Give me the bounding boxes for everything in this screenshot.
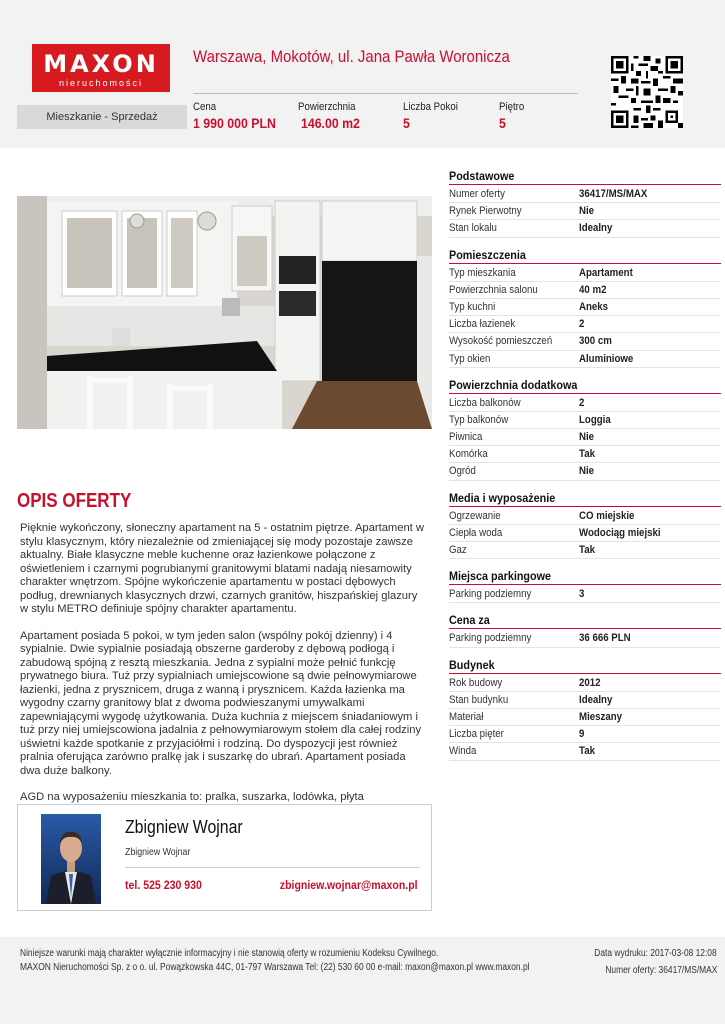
- detail-row: [449, 586, 721, 603]
- detail-row: [449, 316, 721, 333]
- agent-email-link[interactable]: zbigniew.wojnar@maxon.pl: [280, 878, 418, 892]
- detail-row: [449, 282, 721, 299]
- section-title: Miejsca parkingowe: [449, 569, 552, 584]
- stat-label: Cena: [193, 101, 217, 113]
- section-title: Media i wyposażenie: [449, 490, 556, 505]
- detail-row: [449, 412, 721, 429]
- stat-label: Liczba Pokoi: [403, 101, 458, 113]
- detail-row: [449, 692, 721, 709]
- detail-key: Gaz: [449, 544, 467, 556]
- stat-floor: [499, 101, 528, 131]
- detail-value: 300 cm: [579, 335, 612, 348]
- detail-row: [449, 395, 721, 412]
- detail-key: Typ balkonów: [449, 413, 509, 426]
- detail-key: Komórka: [449, 448, 488, 461]
- detail-key: Liczba pięter: [449, 728, 504, 741]
- stat-value: 5: [403, 115, 410, 131]
- description-title: OPIS OFERTY: [17, 490, 132, 512]
- detail-value: Tak: [579, 448, 595, 461]
- detail-row: [449, 463, 721, 480]
- description-paragraph: AGD na wyposażeniu mieszkania to: pralka, suszarka, lodówka, płyta: [20, 791, 364, 803]
- detail-key: Rok budowy: [449, 676, 503, 689]
- detail-key: Winda: [449, 745, 477, 758]
- section-divider: [449, 393, 721, 394]
- footer-offer-number: Numer oferty: 36417/MS/MAX: [604, 965, 717, 976]
- detail-row: [449, 542, 721, 559]
- section-divider: [449, 506, 721, 507]
- offer-type-badge: Mieszkanie - Sprzedaż: [17, 105, 187, 129]
- detail-key: Materiał: [449, 710, 484, 723]
- detail-row: [449, 351, 721, 368]
- detail-value: Idealny: [579, 222, 613, 235]
- stat-value: 1 990 000 PLN: [193, 115, 276, 131]
- section-building: [449, 657, 721, 761]
- detail-value: Loggia: [579, 413, 611, 426]
- detail-row: [449, 675, 721, 692]
- logo-main-text: MAXON: [43, 50, 159, 78]
- detail-row: [449, 203, 721, 220]
- detail-key: Liczba balkonów: [449, 396, 521, 409]
- detail-key: Rynek Pierwotny: [449, 205, 522, 218]
- description-paragraph: Pięknie wykończony, słoneczny apartament na 5 - ostatnim piętrze. Apartament w stylu klasycznym, który niezależnie od zmieniającej się mody pozostaje zawsze aktualny. Białe klasyczne meble kuchenne oraz łazienkowe połączone z oświetleniem i czarnymi pogrubianymi granitowymi blatami nadają niesamowity charakter wnętrzom. Spójne wykończenie apartamentu w postaci dębowych podług, drewnianych klasycznych drzwi, czarnych granitów, hiszpańskiej glazury w stylu METRO definiuje spójny charakter apartamentu.: [20, 522, 424, 615]
- section-media: [449, 490, 721, 560]
- detail-value: Idealny: [579, 693, 613, 706]
- detail-key: Ciepła woda: [449, 526, 503, 539]
- detail-key: Ogród: [449, 465, 476, 478]
- section-divider: [449, 673, 721, 674]
- detail-row: [449, 630, 721, 647]
- detail-value: Mieszany: [579, 710, 623, 723]
- stat-label: Powierzchnia: [298, 101, 356, 113]
- detail-key: Typ mieszkania: [449, 266, 516, 279]
- detail-row: [449, 709, 721, 726]
- section-title: Podstawowe: [449, 169, 515, 183]
- detail-row: [449, 743, 721, 760]
- description-body: [20, 522, 425, 831]
- footer-print-date: Data wydruku: 2017-03-08 12:08: [594, 948, 717, 959]
- detail-value: Tak: [579, 745, 595, 758]
- detail-value: 3: [579, 588, 585, 601]
- footer-company-info: MAXON Nieruchomości Sp. z o o. ul. Powązkowska 44C, 01-797 Warszawa Tel: (22) 530 60 00 e-mail: maxon@maxon.pl www.maxon.pl: [20, 962, 530, 973]
- detail-row: [449, 508, 721, 525]
- stat-value: 5: [499, 115, 506, 131]
- stat-price: [193, 101, 287, 131]
- detail-value: 2: [579, 318, 585, 331]
- section-price-for: [449, 612, 721, 647]
- property-photo[interactable]: [17, 196, 432, 429]
- stat-area: [298, 101, 368, 131]
- agent-card: [17, 804, 432, 911]
- logo-sub-text: nieruchomości: [58, 78, 144, 88]
- footer-disclaimer: Niniejsze warunki mają charakter wyłącznie informacyjny i nie stanowią oferty w rozumieniu Kodeksu Cywilnego.: [20, 948, 439, 959]
- detail-key: Numer oferty: [449, 188, 505, 200]
- section-extra-area: [449, 377, 721, 481]
- detail-row: [449, 333, 721, 350]
- section-title: Powierzchnia dodatkowa: [449, 377, 578, 392]
- detail-value: 36 666 PLN: [579, 632, 631, 645]
- detail-row: [449, 446, 721, 463]
- detail-row: [449, 525, 721, 542]
- agent-phone-link[interactable]: tel. 525 230 930: [125, 878, 202, 892]
- detail-value: 2012: [579, 676, 601, 689]
- detail-key: Powierzchnia salonu: [449, 283, 538, 296]
- section-title: Budynek: [449, 657, 495, 672]
- detail-value: Wodociąg miejski: [579, 526, 661, 539]
- detail-row: [449, 265, 721, 282]
- section-divider: [449, 628, 721, 629]
- detail-row: [449, 186, 721, 203]
- detail-value: Nie: [579, 431, 595, 444]
- header-divider: [193, 93, 578, 94]
- details-panel: [449, 168, 721, 761]
- section-basic: [449, 168, 721, 238]
- agent-subtitle: Zbigniew Wojnar: [125, 847, 191, 858]
- detail-value: Aneks: [579, 300, 609, 313]
- qr-code-icon[interactable]: [611, 56, 683, 128]
- agent-avatar: [41, 814, 101, 904]
- detail-key: Parking podziemny: [449, 588, 532, 601]
- agent-name: Zbigniew Wojnar: [125, 817, 243, 837]
- detail-key: Parking podziemny: [449, 632, 532, 645]
- section-divider: [449, 184, 721, 185]
- detail-value: Apartament: [579, 266, 633, 279]
- detail-key: Liczba łazienek: [449, 318, 516, 331]
- detail-row: [449, 220, 721, 237]
- detail-key: Ogrzewanie: [449, 509, 501, 522]
- detail-value: Nie: [579, 205, 595, 218]
- detail-key: Typ kuchni: [449, 300, 496, 313]
- detail-value: 40 m2: [579, 283, 607, 296]
- stat-value: 146.00 m2: [301, 115, 360, 131]
- detail-key: Stan budynku: [449, 693, 509, 706]
- section-divider: [449, 584, 721, 585]
- detail-key: Piwnica: [449, 431, 483, 444]
- detail-key: Typ okien: [449, 352, 491, 365]
- section-rooms: [449, 247, 721, 368]
- property-address: Warszawa, Mokotów, ul. Jana Pawła Woronicza: [193, 47, 510, 66]
- detail-value: 2: [579, 396, 585, 409]
- detail-value: Nie: [579, 465, 595, 478]
- detail-row: [449, 429, 721, 446]
- section-divider: [449, 263, 721, 264]
- detail-value: 36417/MS/MAX: [579, 188, 648, 200]
- detail-value: Aluminiowe: [579, 352, 634, 365]
- detail-key: Stan lokalu: [449, 222, 497, 235]
- detail-key: Wysokość pomieszczeń: [449, 335, 553, 348]
- section-parking: [449, 568, 721, 603]
- maxon-logo[interactable]: [32, 44, 170, 92]
- section-title: Cena za: [449, 613, 490, 628]
- section-title: Pomieszczenia: [449, 247, 526, 262]
- detail-value: 9: [579, 728, 585, 741]
- detail-row: [449, 299, 721, 316]
- agent-divider: [125, 867, 420, 868]
- stat-label: Piętro: [499, 101, 525, 113]
- stat-rooms: [403, 101, 465, 131]
- detail-value: Tak: [579, 544, 595, 556]
- detail-value: CO miejskie: [579, 509, 635, 522]
- description-paragraph: Apartament posiada 5 pokoi, w tym jeden salon (wspólny pokój dzienny) i 4 sypialnie. Dwie sypialnie posiadają obszerne garderoby z dębową podłogą i zabudową spójną z resztą mieszkania. Jedna z sypialni może pełnić funkcję prywatnego biura. Tuż przy sypialniach umiejscowione są dwie pełnowymiarowe łazienki, jedna z prysznicem, druga z wanną i prysznicem. Każda łazienka ma wygodny czarny granitowy blat z dwoma podwieszanymi umywalkami zapewniającymi wygodę użytkowania. Duża kuchnia z miejscem śniadaniowym i tuż przy niej umiejscowiona jadalnia z pełnowymiarowym stołem dla całej rodziny uświetni każde spotkanie z przyjaciółmi i rodziną. Do dyspozycji jest również pralnia oferująca zarówno pralkę jak i suszarkę do ubrań. Apartament posiada dwa duże balkony.: [20, 629, 422, 777]
- detail-row: [449, 726, 721, 743]
